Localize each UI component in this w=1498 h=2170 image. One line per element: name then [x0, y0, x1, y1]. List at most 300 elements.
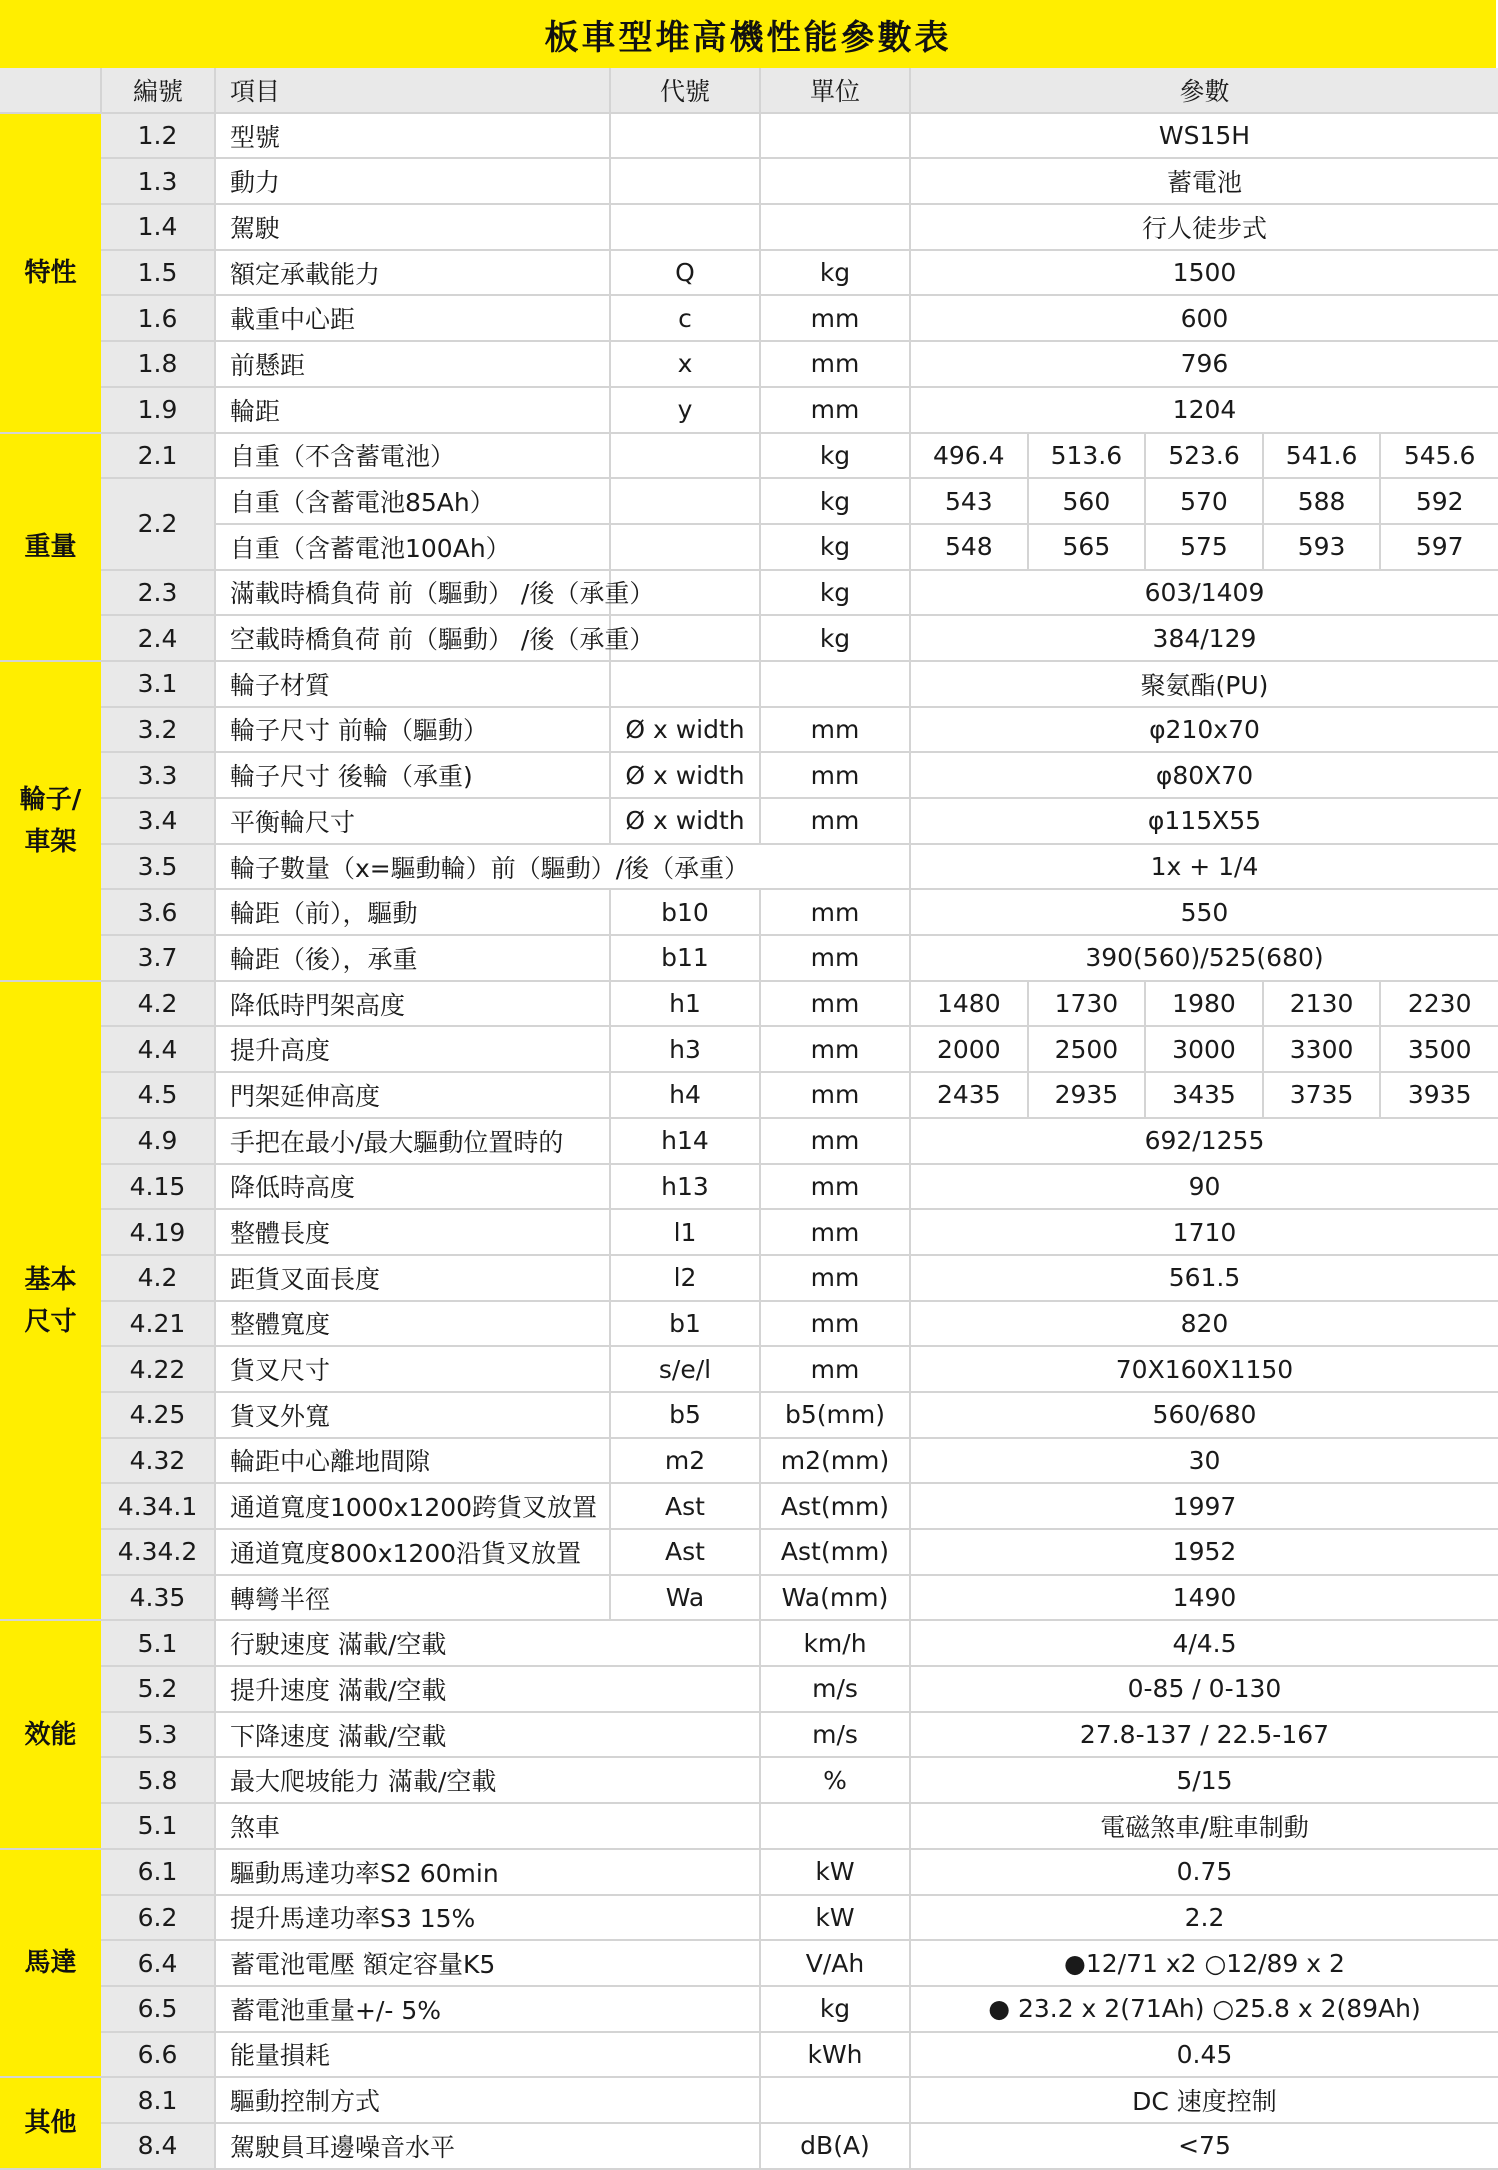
row-item: 載重中心距: [215, 295, 610, 341]
row-value: 384/129: [910, 615, 1498, 661]
row-unit: kW: [760, 1895, 910, 1941]
row-unit: [760, 113, 910, 159]
row-unit: mm: [760, 387, 910, 433]
category-weight: [0, 433, 101, 661]
row-item: 動力: [215, 158, 610, 204]
row-code: h14: [610, 1118, 760, 1164]
row-num: 4.2: [101, 1255, 215, 1301]
row-value-2: 2935: [1028, 1072, 1146, 1118]
row-unit: mm: [760, 1301, 910, 1347]
row-unit: [760, 661, 910, 707]
row-value-3: 523.6: [1145, 433, 1263, 479]
row-value-2: 513.6: [1028, 433, 1146, 479]
row-value: DC 速度控制: [910, 2077, 1498, 2123]
table-row: [0, 1483, 1498, 1529]
row-num: 1.9: [101, 387, 215, 433]
row-unit: mm: [760, 341, 910, 387]
header-code: 代號: [610, 68, 760, 113]
category-label: 基本: [24, 1264, 77, 1295]
row-unit: V/Ah: [760, 1940, 910, 1986]
row-code: Ø x width: [610, 707, 760, 753]
row-value: 1710: [910, 1209, 1498, 1255]
row-value: 0.45: [910, 2032, 1498, 2078]
table-row: [0, 1620, 1498, 1666]
row-value: 聚氨酯(PU): [910, 661, 1498, 707]
row-item: 手把在最小/最大驅動位置時的: [215, 1118, 610, 1164]
row-item: 空載時橋負荷 前（驅動） /後（承重）: [215, 615, 610, 661]
row-value: <75: [910, 2123, 1498, 2169]
row-item: 門架延伸高度: [215, 1072, 610, 1118]
row-item: 自重（含蓄電池100Ah）: [215, 524, 610, 570]
row-item: 距貨叉面長度: [215, 1255, 610, 1301]
row-value-3: 575: [1145, 524, 1263, 570]
row-value: φ80X70: [910, 752, 1498, 798]
row-value: 600: [910, 295, 1498, 341]
row-code: [610, 433, 760, 479]
row-code: h1: [610, 981, 760, 1027]
row-value-1: 2000: [910, 1026, 1028, 1072]
row-unit: mm: [760, 1118, 910, 1164]
row-num: 4.4: [101, 1026, 215, 1072]
table-row: [0, 1849, 1498, 1895]
row-value-2: 560: [1028, 478, 1146, 524]
row-item: 下降速度 滿載/空載: [215, 1712, 760, 1758]
spec-table: [0, 68, 1498, 2170]
row-num: 5.3: [101, 1712, 215, 1758]
table-row: [0, 1575, 1498, 1621]
row-item: 輪子尺寸 前輪（驅動）: [215, 707, 610, 753]
table-row: [0, 1026, 1498, 1072]
row-code: m2: [610, 1438, 760, 1484]
row-value: 1952: [910, 1529, 1498, 1575]
table-row: [0, 798, 1498, 844]
row-num: 8.4: [101, 2123, 215, 2169]
row-value-4: 541.6: [1263, 433, 1381, 479]
row-value-2: 1730: [1028, 981, 1146, 1027]
row-value: 1997: [910, 1483, 1498, 1529]
row-num: 2.4: [101, 615, 215, 661]
row-code: [610, 113, 760, 159]
category-label: 重量: [24, 531, 77, 562]
row-value-1: 548: [910, 524, 1028, 570]
table-row: [0, 250, 1498, 296]
row-unit: km/h: [760, 1620, 910, 1666]
table-row: [0, 1712, 1498, 1758]
table-row: [0, 707, 1498, 753]
row-value: 4/4.5: [910, 1620, 1498, 1666]
category-features: [0, 113, 101, 433]
row-value: 390(560)/525(680): [910, 935, 1498, 981]
row-item: 輪距中心離地間隙: [215, 1438, 610, 1484]
row-unit: mm: [760, 707, 910, 753]
row-item: 整體寬度: [215, 1301, 610, 1347]
row-num: 1.3: [101, 158, 215, 204]
row-value: 796: [910, 341, 1498, 387]
row-value-2: 565: [1028, 524, 1146, 570]
row-unit: [760, 2077, 910, 2123]
table-row: [0, 1986, 1498, 2032]
table-row: [0, 844, 1498, 890]
row-num: 3.2: [101, 707, 215, 753]
table-row: [0, 615, 1498, 661]
category-wheels: [0, 661, 101, 981]
row-value: 550: [910, 889, 1498, 935]
page-title: 板車型堆高機性能參數表: [544, 17, 952, 58]
row-num: 4.5: [101, 1072, 215, 1118]
row-unit: mm: [760, 935, 910, 981]
table-row: [0, 1940, 1498, 1986]
row-unit: mm: [760, 1346, 910, 1392]
row-item: 整體長度: [215, 1209, 610, 1255]
row-item: 額定承載能力: [215, 250, 610, 296]
category-dims: [0, 981, 101, 1621]
row-item: 自重（含蓄電池85Ah）: [215, 478, 610, 524]
table-row: [0, 1209, 1498, 1255]
row-value: ● 23.2 x 2(71Ah) ○25.8 x 2(89Ah): [910, 1986, 1498, 2032]
row-code: [610, 524, 760, 570]
table-row: [0, 1757, 1498, 1803]
row-item: 降低時門架高度: [215, 981, 610, 1027]
row-unit: mm: [760, 798, 910, 844]
row-num: 3.6: [101, 889, 215, 935]
header-row: [0, 68, 1498, 113]
row-value: φ210x70: [910, 707, 1498, 753]
title-bar: [0, 0, 1496, 68]
row-unit: m/s: [760, 1712, 910, 1758]
category-label: 馬達: [24, 1948, 77, 1979]
row-item: 輪距: [215, 387, 610, 433]
row-unit: kg: [760, 615, 910, 661]
row-item: 驅動控制方式: [215, 2077, 760, 2123]
row-num: 6.5: [101, 1986, 215, 2032]
row-code: Wa: [610, 1575, 760, 1621]
table-row: [0, 113, 1498, 159]
row-num: 6.4: [101, 1940, 215, 1986]
row-code: x: [610, 341, 760, 387]
row-code: [610, 478, 760, 524]
row-value: 27.8-137 / 22.5-167: [910, 1712, 1498, 1758]
category-motor: [0, 1849, 101, 2077]
row-item: 輪距（前），驅動: [215, 889, 610, 935]
row-item: 輪子尺寸 後輪（承重): [215, 752, 610, 798]
row-code: [610, 204, 760, 250]
row-unit: kWh: [760, 2032, 910, 2078]
row-item: 滿載時橋負荷 前（驅動） /後（承重）: [215, 570, 610, 616]
row-num: 3.5: [101, 844, 215, 890]
row-value: 603/1409: [910, 570, 1498, 616]
row-code: h4: [610, 1072, 760, 1118]
row-unit: kg: [760, 478, 910, 524]
row-unit: mm: [760, 1072, 910, 1118]
row-unit: mm: [760, 889, 910, 935]
row-num: 4.21: [101, 1301, 215, 1347]
table-row: [0, 1438, 1498, 1484]
row-num: 6.2: [101, 1895, 215, 1941]
row-num: 5.2: [101, 1666, 215, 1712]
row-unit: mm: [760, 1164, 910, 1210]
row-num: 2.1: [101, 433, 215, 479]
row-unit: Wa(mm): [760, 1575, 910, 1621]
row-value: 0.75: [910, 1849, 1498, 1895]
table-row: [0, 1255, 1498, 1301]
row-value-4: 3300: [1263, 1026, 1381, 1072]
row-num: 4.25: [101, 1392, 215, 1438]
row-item: 蓄電池重量+/- 5%: [215, 1986, 760, 2032]
row-unit: mm: [760, 295, 910, 341]
row-unit: mm: [760, 1255, 910, 1301]
table-row: [0, 1346, 1498, 1392]
row-value-3: 3435: [1145, 1072, 1263, 1118]
row-code: b10: [610, 889, 760, 935]
row-unit: b5(mm): [760, 1392, 910, 1438]
row-item: 前懸距: [215, 341, 610, 387]
row-value-2: 2500: [1028, 1026, 1146, 1072]
category-label: 效能: [24, 1719, 77, 1750]
row-value: 1500: [910, 250, 1498, 296]
row-item: 通道寬度800x1200沿貨叉放置: [215, 1529, 610, 1575]
row-value-1: 2435: [910, 1072, 1028, 1118]
row-num: 3.4: [101, 798, 215, 844]
row-code: h3: [610, 1026, 760, 1072]
row-num: 2.3: [101, 570, 215, 616]
row-item: 行駛速度 滿載/空載: [215, 1620, 760, 1666]
row-unit: [760, 158, 910, 204]
row-code: s/e/l: [610, 1346, 760, 1392]
row-value: 1490: [910, 1575, 1498, 1621]
row-unit: %: [760, 1757, 910, 1803]
header-blank: [0, 68, 101, 113]
row-value: φ115X55: [910, 798, 1498, 844]
row-unit: m/s: [760, 1666, 910, 1712]
row-num: 4.35: [101, 1575, 215, 1621]
header-num: 編號: [101, 68, 215, 113]
table-row: [0, 1803, 1498, 1849]
row-code: b5: [610, 1392, 760, 1438]
row-num: 3.1: [101, 661, 215, 707]
row-value: WS15H: [910, 113, 1498, 159]
table-row: [0, 387, 1498, 433]
row-unit: dB(A): [760, 2123, 910, 2169]
row-code: Ø x width: [610, 798, 760, 844]
row-num: 5.1: [101, 1803, 215, 1849]
row-unit: kg: [760, 250, 910, 296]
row-unit: kg: [760, 433, 910, 479]
row-num: 1.8: [101, 341, 215, 387]
row-num: 1.2: [101, 113, 215, 159]
row-item: 輪距（後），承重: [215, 935, 610, 981]
category-label: 尺寸: [24, 1306, 77, 1337]
row-item: 轉彎半徑: [215, 1575, 610, 1621]
table-row: [0, 1118, 1498, 1164]
header-param: 參數: [910, 68, 1498, 113]
row-code: [610, 158, 760, 204]
row-code: l1: [610, 1209, 760, 1255]
row-item: 能量損耗: [215, 2032, 760, 2078]
row-value: 行人徒步式: [910, 204, 1498, 250]
table-row: [0, 1072, 1498, 1118]
table-row: [0, 204, 1498, 250]
row-unit: m2(mm): [760, 1438, 910, 1484]
row-value-5: 597: [1380, 524, 1498, 570]
row-value-5: 3935: [1380, 1072, 1498, 1118]
row-value: 1204: [910, 387, 1498, 433]
row-unit: mm: [760, 981, 910, 1027]
table-row: [0, 478, 1498, 524]
table-row: [0, 433, 1498, 479]
row-num: 5.8: [101, 1757, 215, 1803]
row-num: 2.2: [101, 478, 215, 569]
row-num: 5.1: [101, 1620, 215, 1666]
row-item: 貨叉尺寸: [215, 1346, 610, 1392]
row-value-5: 2230: [1380, 981, 1498, 1027]
row-item: 提升馬達功率S3 15%: [215, 1895, 760, 1941]
row-num: 3.7: [101, 935, 215, 981]
row-value: ●12/71 x2 ○12/89 x 2: [910, 1940, 1498, 1986]
table-row: [0, 341, 1498, 387]
row-num: 4.19: [101, 1209, 215, 1255]
row-value: 692/1255: [910, 1118, 1498, 1164]
row-item: 提升速度 滿載/空載: [215, 1666, 760, 1712]
row-num: 4.15: [101, 1164, 215, 1210]
row-value: 560/680: [910, 1392, 1498, 1438]
row-unit: [760, 1803, 910, 1849]
row-value: 5/15: [910, 1757, 1498, 1803]
table-row: [0, 935, 1498, 981]
row-item: 蓄電池電壓 額定容量K5: [215, 1940, 760, 1986]
row-value-3: 1980: [1145, 981, 1263, 1027]
category-label: 車架: [24, 826, 77, 857]
table-row: [0, 1895, 1498, 1941]
row-num: 8.1: [101, 2077, 215, 2123]
table-row: [0, 524, 1498, 570]
row-item: 貨叉外寬: [215, 1392, 610, 1438]
row-unit: mm: [760, 752, 910, 798]
row-item: 駕駛員耳邊噪音水平: [215, 2123, 760, 2169]
table-row: [0, 889, 1498, 935]
row-code: b1: [610, 1301, 760, 1347]
row-value-1: 1480: [910, 981, 1028, 1027]
row-value-5: 3500: [1380, 1026, 1498, 1072]
row-num: 4.2: [101, 981, 215, 1027]
table-row: [0, 2077, 1498, 2123]
row-num: 1.6: [101, 295, 215, 341]
row-value-3: 3000: [1145, 1026, 1263, 1072]
row-value: 90: [910, 1164, 1498, 1210]
row-item: 最大爬坡能力 滿載/空載: [215, 1757, 760, 1803]
header-item: 項目: [215, 68, 610, 113]
row-value-5: 592: [1380, 478, 1498, 524]
category-label: 其他: [24, 2107, 77, 2138]
row-item: 輪子材質: [215, 661, 610, 707]
row-code: Ø x width: [610, 752, 760, 798]
row-value-1: 496.4: [910, 433, 1028, 479]
row-value-1: 543: [910, 478, 1028, 524]
row-num: 6.6: [101, 2032, 215, 2078]
row-unit: kg: [760, 524, 910, 570]
row-unit: mm: [760, 1026, 910, 1072]
row-num: 1.4: [101, 204, 215, 250]
row-unit: [760, 204, 910, 250]
row-value-5: 545.6: [1380, 433, 1498, 479]
row-value: 電磁煞車/駐車制動: [910, 1803, 1498, 1849]
category-perf: [0, 1620, 101, 1848]
table-row: [0, 158, 1498, 204]
row-num: 4.34.1: [101, 1483, 215, 1529]
row-value: 561.5: [910, 1255, 1498, 1301]
row-item: 驅動馬達功率S2 60min: [215, 1849, 760, 1895]
table-row: [0, 1666, 1498, 1712]
row-value: 2.2: [910, 1895, 1498, 1941]
row-item: 自重（不含蓄電池）: [215, 433, 610, 479]
row-num: 4.9: [101, 1118, 215, 1164]
row-value: 0-85 / 0-130: [910, 1666, 1498, 1712]
row-num: 4.34.2: [101, 1529, 215, 1575]
row-item: 平衡輪尺寸: [215, 798, 610, 844]
row-item: 型號: [215, 113, 610, 159]
row-item: 輪子數量（x=驅動輪）前（驅動）/後（承重）: [215, 844, 910, 890]
row-value: 820: [910, 1301, 1498, 1347]
row-item: 駕駛: [215, 204, 610, 250]
row-value: 蓄電池: [910, 158, 1498, 204]
category-other: [0, 2077, 101, 2168]
table-row: [0, 752, 1498, 798]
row-code: h13: [610, 1164, 760, 1210]
row-unit: Ast(mm): [760, 1529, 910, 1575]
row-value-4: 3735: [1263, 1072, 1381, 1118]
row-unit: Ast(mm): [760, 1483, 910, 1529]
row-num: 3.3: [101, 752, 215, 798]
category-label: 輪子/: [19, 784, 82, 815]
header-unit: 單位: [760, 68, 910, 113]
row-code: c: [610, 295, 760, 341]
row-item: 提升高度: [215, 1026, 610, 1072]
row-value: 30: [910, 1438, 1498, 1484]
row-code: Ast: [610, 1483, 760, 1529]
row-code: b11: [610, 935, 760, 981]
row-value-3: 570: [1145, 478, 1263, 524]
row-code: Ast: [610, 1529, 760, 1575]
row-unit: kW: [760, 1849, 910, 1895]
table-row: [0, 2032, 1498, 2078]
row-unit: kg: [760, 570, 910, 616]
row-value-4: 593: [1263, 524, 1381, 570]
table-row: [0, 1301, 1498, 1347]
row-num: 4.22: [101, 1346, 215, 1392]
row-num: 4.32: [101, 1438, 215, 1484]
table-row: [0, 1529, 1498, 1575]
row-item: 煞車: [215, 1803, 760, 1849]
table-row: [0, 981, 1498, 1027]
row-num: 1.5: [101, 250, 215, 296]
row-unit: kg: [760, 1986, 910, 2032]
table-row: [0, 661, 1498, 707]
row-num: 6.1: [101, 1849, 215, 1895]
row-item: 降低時高度: [215, 1164, 610, 1210]
category-label: 特性: [24, 257, 77, 288]
table-row: [0, 295, 1498, 341]
table-row: [0, 1392, 1498, 1438]
table-row: [0, 570, 1498, 616]
row-item: 通道寬度1000x1200跨貨叉放置: [215, 1483, 610, 1529]
row-unit: mm: [760, 1209, 910, 1255]
row-code: y: [610, 387, 760, 433]
table-row: [0, 1164, 1498, 1210]
row-value-4: 588: [1263, 478, 1381, 524]
row-value: 1x + 1/4: [910, 844, 1498, 890]
row-value: 70X160X1150: [910, 1346, 1498, 1392]
row-value-4: 2130: [1263, 981, 1381, 1027]
row-code: Q: [610, 250, 760, 296]
